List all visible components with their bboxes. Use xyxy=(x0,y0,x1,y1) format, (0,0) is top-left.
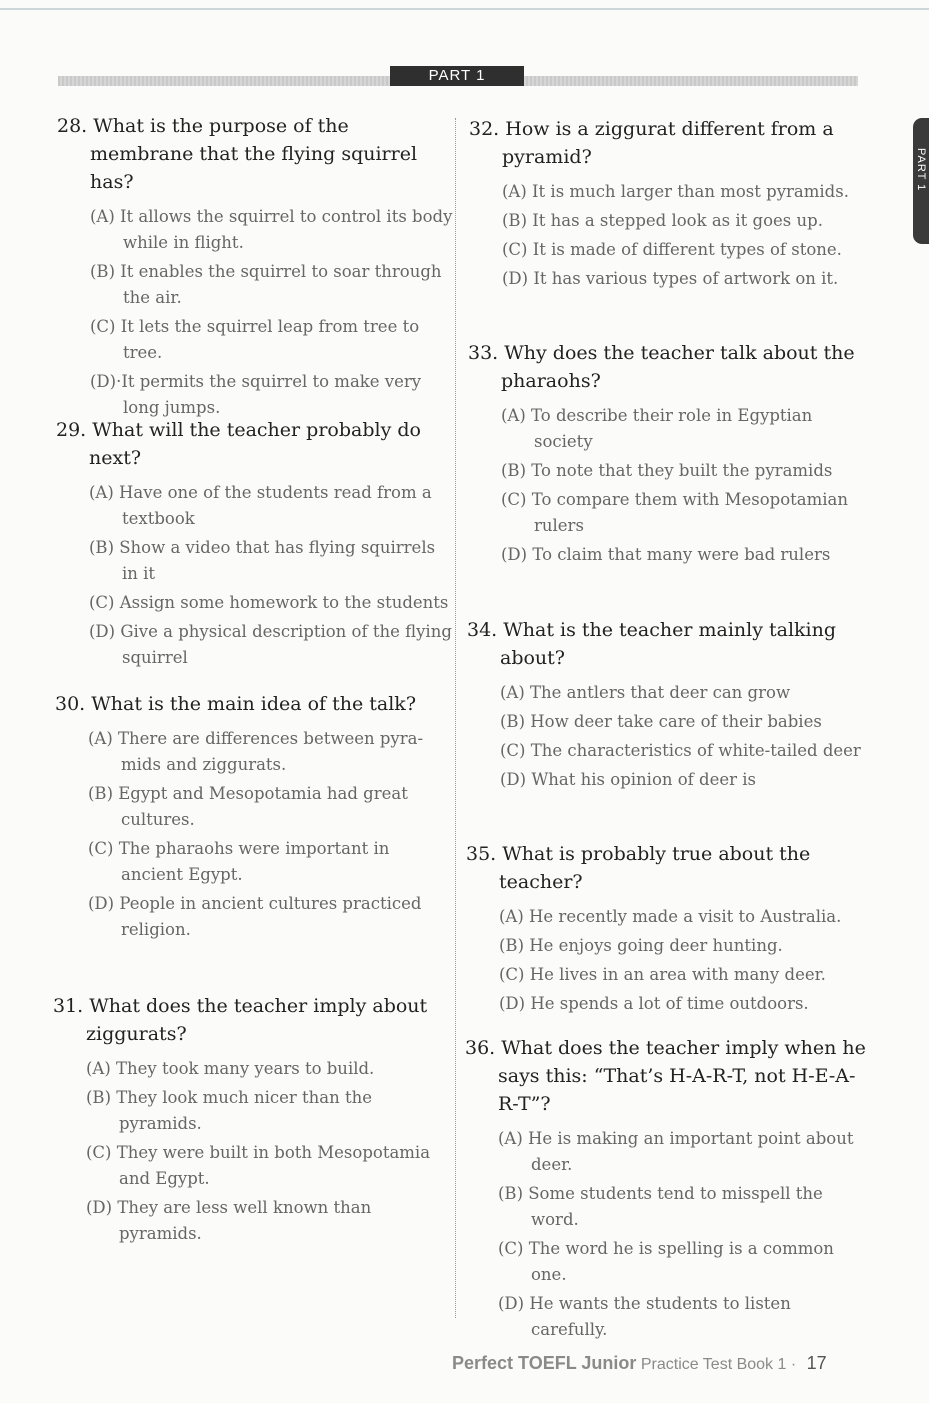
side-part-tab xyxy=(913,118,929,244)
option-c[interactable]: (C) The pharaohs were important in ancient Egypt. xyxy=(88,839,390,884)
option-b[interactable]: (B) Egypt and Mesopotamia had great cultures. xyxy=(88,784,408,829)
page-footer xyxy=(452,1353,872,1379)
option-c[interactable]: (C) It lets the squirrel leap from tree to tree. xyxy=(90,317,420,362)
option-a[interactable]: (A) They took many years to build. xyxy=(86,1059,375,1078)
question-32 xyxy=(469,115,869,295)
option-d[interactable]: (D) It has various types of artwork on it. xyxy=(502,269,839,288)
option-b[interactable]: (B) He enjoys going deer hunting. xyxy=(499,936,783,955)
option-c[interactable]: (C) The characteristics of white-tailed deer xyxy=(500,741,861,760)
option-d[interactable]: (D) What his opinion of deer is xyxy=(500,770,756,789)
question-35 xyxy=(466,840,866,1020)
option-a[interactable]: (A) The antlers that deer can grow xyxy=(500,683,791,702)
question-text: 31. What does the teacher imply about ziggurats? xyxy=(53,995,428,1045)
option-b[interactable]: (B) It has a stepped look as it goes up. xyxy=(502,211,823,230)
side-tab-label: PART 1 xyxy=(915,148,927,192)
question-36 xyxy=(465,1034,870,1346)
option-a[interactable]: (A) It is much larger than most pyramids. xyxy=(502,182,849,201)
question-31 xyxy=(53,992,453,1250)
question-28 xyxy=(57,112,457,424)
option-b[interactable]: (B) Some students tend to misspell the word. xyxy=(498,1184,823,1229)
footer-separator: · xyxy=(790,1356,797,1373)
option-d[interactable]: (D)·It permits the squirrel to make very long jumps. xyxy=(90,372,422,417)
question-text: 32. How is a ziggurat different from a pyramid? xyxy=(469,118,834,168)
option-a[interactable]: (A) He recently made a visit to Australia. xyxy=(499,907,842,926)
option-b[interactable]: (B) To note that they built the pyramids xyxy=(501,461,833,480)
question-text: 33. Why does the teacher talk about the pharaohs? xyxy=(468,342,855,392)
option-b[interactable]: (B) How deer take care of their babies xyxy=(500,712,822,731)
question-text: 30. What is the main idea of the talk? xyxy=(55,693,416,715)
option-c[interactable]: (C) They were built in both Mesopotamia and Egypt. xyxy=(86,1143,431,1188)
option-d[interactable]: (D) He spends a lot of time outdoors. xyxy=(499,994,809,1013)
option-d[interactable]: (D) They are less well known than pyramids. xyxy=(86,1198,372,1243)
option-b[interactable]: (B) Show a video that has flying squirrels in it xyxy=(89,538,436,583)
option-a[interactable]: (A) It allows the squirrel to control its body while in flight. xyxy=(90,207,453,252)
question-33 xyxy=(468,339,868,571)
question-29 xyxy=(56,416,456,674)
footer-subtitle: Practice Test Book 1 xyxy=(640,1356,787,1373)
part-label: PART 1 xyxy=(390,66,524,86)
option-a[interactable]: (A) To describe their role in Egyptian society xyxy=(501,406,813,451)
option-a[interactable]: (A) Have one of the students read from a textbook xyxy=(89,483,432,528)
option-c[interactable]: (C) Assign some homework to the students xyxy=(89,593,449,612)
option-a[interactable]: (A) There are differences between pyra-mids and ziggurats. xyxy=(88,729,424,774)
question-text: 36. What does the teacher imply when he says this: “That’s H-A-R-T, not H-E-A-R-T”? xyxy=(465,1037,866,1115)
option-d[interactable]: (D) To claim that many were bad rulers xyxy=(501,545,831,564)
option-c[interactable]: (C) The word he is spelling is a common one. xyxy=(498,1239,834,1284)
question-34 xyxy=(467,616,867,796)
question-text: 34. What is the teacher mainly talking about? xyxy=(467,619,837,669)
page-number: 17 xyxy=(806,1353,827,1373)
option-b[interactable]: (B) They look much nicer than the pyramids. xyxy=(86,1088,373,1133)
option-c[interactable]: (C) To compare them with Mesopotamian rulers xyxy=(501,490,848,535)
option-c[interactable]: (C) It is made of different types of stone. xyxy=(502,240,842,259)
question-text: 35. What is probably true about the teacher? xyxy=(466,843,811,893)
question-text: 28. What is the purpose of the membrane that the flying squirrel has? xyxy=(57,115,418,193)
option-d[interactable]: (D) Give a physical description of the flying squirrel xyxy=(89,622,452,667)
option-c[interactable]: (C) He lives in an area with many deer. xyxy=(499,965,826,984)
question-30 xyxy=(55,690,455,946)
footer-brand: Perfect TOEFL Junior xyxy=(452,1353,637,1373)
question-text: 29. What will the teacher probably do next? xyxy=(56,419,421,469)
option-b[interactable]: (B) It enables the squirrel to soar through the air. xyxy=(90,262,442,307)
option-d[interactable]: (D) People in ancient cultures practiced religion. xyxy=(88,894,422,939)
option-d[interactable]: (D) He wants the students to listen carefully. xyxy=(498,1294,791,1339)
option-a[interactable]: (A) He is making an important point about deer. xyxy=(498,1129,854,1174)
top-border-line xyxy=(0,8,929,10)
